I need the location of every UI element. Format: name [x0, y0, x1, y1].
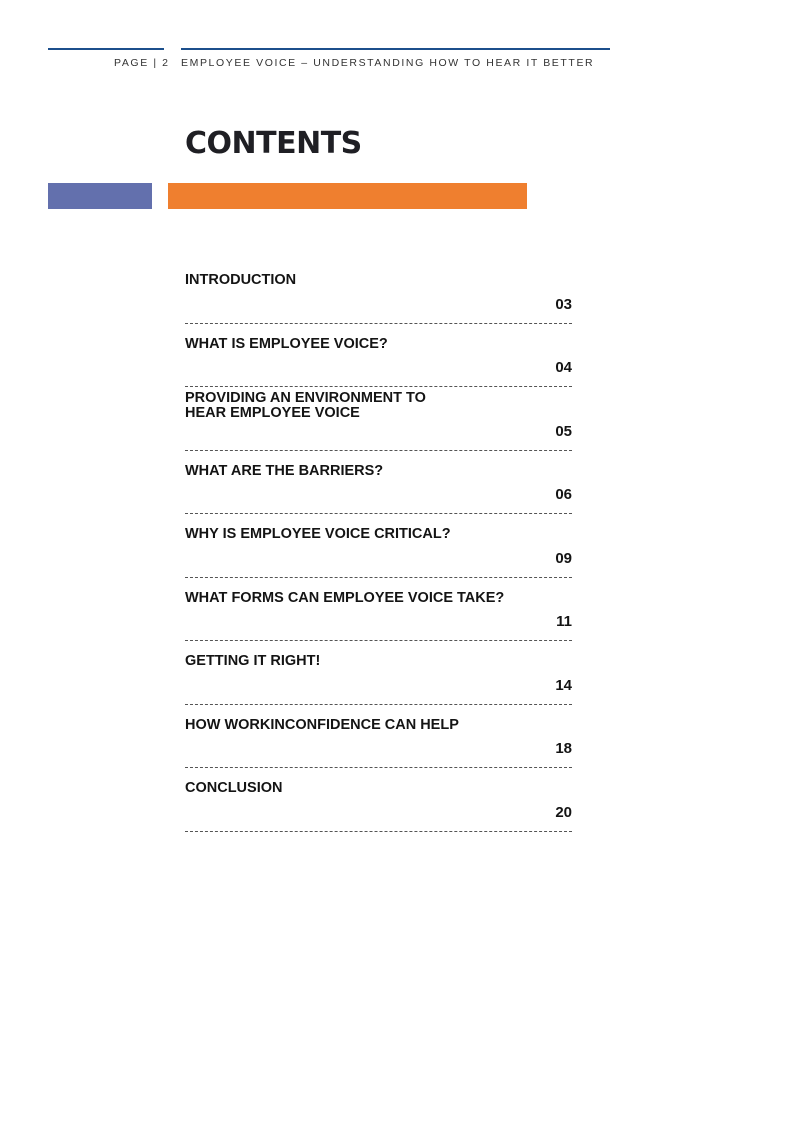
header-rule-left	[48, 48, 164, 50]
document-running-title: EMPLOYEE VOICE – UNDERSTANDING HOW TO HEAR IT BETTER	[181, 57, 595, 69]
toc-item-what-forms-can-employee-voice-take[interactable]	[185, 578, 572, 642]
toc-item-label: HOW WORKINCONFIDENCE CAN HELP	[185, 716, 459, 733]
toc-item-label: WHAT ARE THE BARRIERS?	[185, 462, 384, 479]
toc-item-page: 05	[555, 422, 572, 440]
toc-item-page: 04	[555, 359, 572, 376]
toc-item-what-are-the-barriers[interactable]	[185, 451, 572, 515]
toc-item-label: CONCLUSION	[185, 780, 283, 796]
toc-item-what-is-employee-voice[interactable]	[185, 324, 572, 388]
header-rule-right	[181, 48, 610, 50]
toc-item-label: GETTING IT RIGHT!	[185, 653, 321, 669]
toc-item-why-is-employee-voice-critical[interactable]	[185, 514, 572, 578]
page-number-label: PAGE | 2	[114, 57, 170, 69]
toc-item-page: 14	[555, 676, 572, 694]
toc-item-page: 11	[556, 613, 572, 630]
toc-item-conclusion[interactable]	[185, 768, 572, 832]
toc-item-page: 09	[555, 549, 572, 567]
toc-item-label: WHAT IS EMPLOYEE VOICE?	[185, 335, 388, 352]
toc-item-introduction[interactable]	[185, 260, 572, 324]
toc-item-page: 03	[555, 295, 572, 313]
toc-item-label: INTRODUCTION	[185, 272, 297, 288]
toc-item-label: WHY IS EMPLOYEE VOICE CRITICAL?	[185, 526, 451, 542]
toc-item-page: 18	[555, 740, 572, 757]
toc-item-page: 20	[555, 803, 572, 821]
toc-item-providing-an-environment[interactable]	[185, 387, 572, 451]
toc-item-label: WHAT FORMS CAN EMPLOYEE VOICE TAKE?	[185, 589, 505, 606]
table-of-contents	[185, 260, 572, 832]
toc-item-how-workinconfidence-can-help[interactable]	[185, 705, 572, 769]
toc-item-label: PROVIDING AN ENVIRONMENT TO HEAR EMPLOYEE VOICE	[185, 390, 426, 421]
toc-item-getting-it-right[interactable]	[185, 641, 572, 705]
page-title: CONTENTS	[185, 126, 362, 161]
toc-item-page: 06	[555, 486, 572, 503]
accent-bar-blue	[48, 183, 152, 209]
accent-bar-orange	[168, 183, 527, 209]
